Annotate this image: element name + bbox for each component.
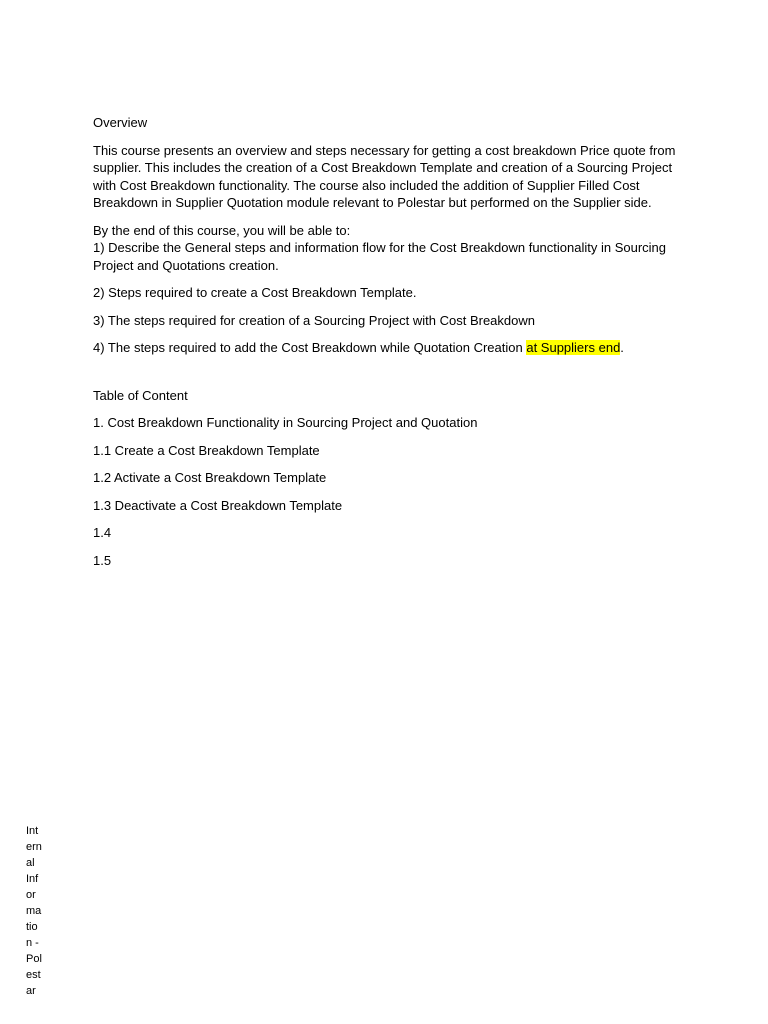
toc-item: 1. Cost Breakdown Functionality in Sourcing Project and Quotation bbox=[93, 415, 478, 430]
objective-3: 3) The steps required for creation of a Sourcing Project with Cost Breakdown bbox=[93, 312, 535, 328]
toc-item: 1.2 Activate a Cost Breakdown Template bbox=[93, 470, 327, 485]
objective-4 bbox=[93, 339, 678, 357]
classification-line: est bbox=[26, 969, 41, 981]
toc-item: 1.1 Create a Cost Breakdown Template bbox=[93, 442, 320, 458]
section-spacer bbox=[93, 367, 678, 387]
classification-line: Inf bbox=[26, 873, 39, 885]
objectives-block bbox=[93, 222, 678, 275]
classification-line: ma bbox=[26, 905, 42, 917]
classification-line: Pol bbox=[26, 953, 42, 965]
objective-1: 1) Describe the General steps and information flow for the Cost Breakdown functionality in Sourcing Project and Quotations creation. bbox=[93, 240, 667, 273]
objective-4-highlight: at Suppliers end bbox=[526, 340, 621, 355]
objective-4-suffix: . bbox=[620, 340, 624, 355]
classification-line: or bbox=[26, 889, 36, 901]
document-body bbox=[93, 114, 678, 579]
classification-line: tio bbox=[26, 921, 38, 933]
classification-line: Int bbox=[26, 825, 39, 837]
toc-item: 1.5 bbox=[93, 552, 112, 568]
overview-heading: Overview bbox=[93, 115, 148, 130]
classification-label bbox=[26, 823, 46, 999]
objectives-intro: By the end of this course, you will be able to: bbox=[93, 222, 351, 238]
classification-line: n - bbox=[26, 937, 39, 949]
toc-item: 1.4 bbox=[93, 525, 112, 540]
toc-heading: Table of Content bbox=[93, 387, 188, 403]
objective-2: 2) Steps required to create a Cost Breakdown Template. bbox=[93, 285, 417, 300]
objective-4-prefix: 4) The steps required to add the Cost Breakdown while Quotation Creation bbox=[93, 340, 527, 355]
classification-line: al bbox=[26, 857, 35, 869]
classification-line: ern bbox=[26, 841, 42, 853]
intro-paragraph: This course presents an overview and steps necessary for getting a cost breakdown Price quote from supplier. This includes the creation of a Cost Breakdown Template and creation of a Sourcing Project with Cost Breakdown functionality. The course also included the addition of Supplier Filled Cost Breakdown in Supplier Quotation module relevant to Polestar but performed on the Supplier side. bbox=[93, 142, 676, 210]
classification-line: ar bbox=[26, 985, 36, 997]
toc-item: 1.3 Deactivate a Cost Breakdown Template bbox=[93, 497, 343, 513]
